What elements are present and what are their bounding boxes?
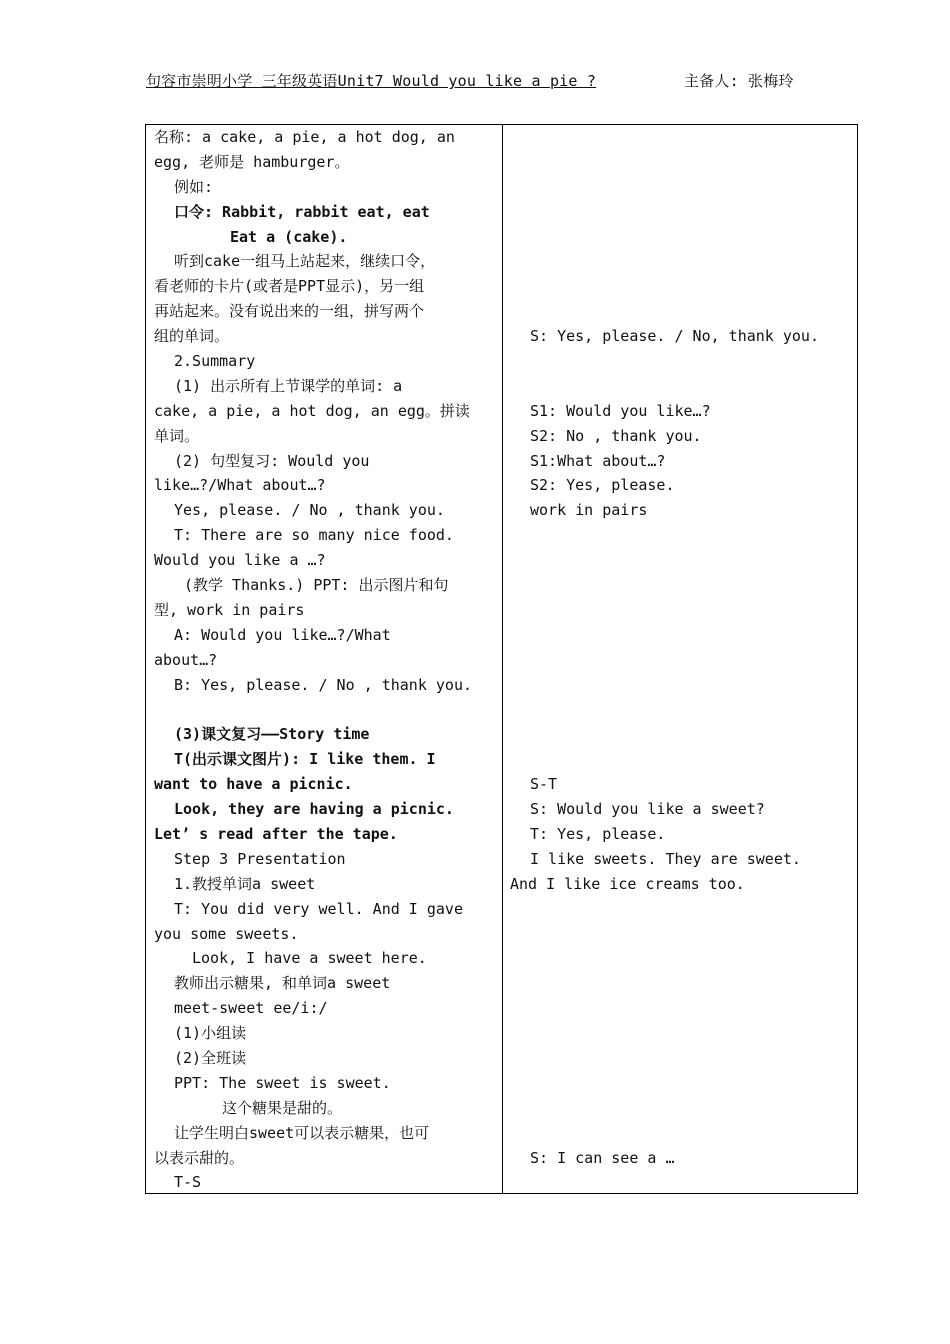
- teacher-activity-line: [154, 697, 494, 722]
- student-activity-line: [510, 249, 850, 274]
- student-activity-line: [510, 623, 850, 648]
- teacher-activity-line: PPT: The sweet is sweet.: [174, 1073, 391, 1092]
- student-activity-line: [510, 274, 850, 299]
- teacher-activity-line: T-S: [174, 1173, 202, 1192]
- student-activity-line: S: Yes, please. / No, thank you.: [530, 327, 819, 346]
- teacher-activity-line: Let’ s read after the tape.: [154, 824, 398, 843]
- student-activity-line: And I like ice creams too.: [510, 874, 745, 893]
- student-activity-line: [510, 349, 850, 374]
- student-activity-line: [510, 200, 850, 225]
- teacher-activity-line: 组的单词。: [154, 327, 230, 346]
- teacher-activity-line: (2)全班读: [174, 1048, 247, 1067]
- teacher-activity-line: (3)课文复习——Story time: [174, 725, 370, 744]
- student-activity-line: [510, 1021, 850, 1046]
- student-activity-line: [510, 722, 850, 747]
- header-title: 句容市崇明小学 三年级英语Unit7 Would you like a pie ?: [146, 72, 597, 90]
- teacher-activity-line: 教师出示糖果, 和单词a sweet: [174, 974, 391, 993]
- teacher-activity-line: 型, work in pairs: [154, 600, 305, 619]
- student-activity-line: work in pairs: [530, 501, 648, 520]
- student-activity-line: I like sweets. They are sweet.: [530, 849, 801, 868]
- teacher-activity-line: 再站起来。没有说出来的一组，拼写两个: [154, 302, 425, 321]
- header-author: 主备人: 张梅玲: [684, 72, 794, 90]
- teacher-activity-line: egg, 老师是 hamburger。: [154, 152, 350, 171]
- student-activity-line: [510, 996, 850, 1021]
- teacher-activity-line: T(出示课文图片): I like them. I: [174, 750, 436, 769]
- teacher-activity-line: Yes, please. / No , thank you.: [174, 501, 445, 520]
- teacher-activity-line: B: Yes, please. / No , thank you.: [174, 675, 473, 694]
- teacher-activity-line: Would you like a …?: [154, 551, 326, 570]
- teacher-activity-line: cake, a pie, a hot dog, an egg。拼读: [154, 401, 470, 420]
- student-activity-line: [510, 523, 850, 548]
- teacher-activity-line: 听到cake一组马上站起来，继续口令，: [174, 252, 436, 271]
- student-activity-line: S: Would you like a sweet?: [530, 800, 765, 819]
- student-activity-line: [510, 946, 850, 971]
- teacher-activity-line: (2) 句型复习: Would you: [174, 451, 370, 470]
- teacher-activity-line: 例如:: [174, 177, 214, 196]
- student-activity-line: [510, 1071, 850, 1096]
- teacher-activity-line: 1.教授单词a sweet: [174, 874, 316, 893]
- student-activity-line: [510, 299, 850, 324]
- student-activity-line: [510, 971, 850, 996]
- teacher-activity-line: 让学生明白sweet可以表示糖果，也可: [174, 1123, 430, 1142]
- student-activity-line: [510, 922, 850, 947]
- student-activity-column: [510, 125, 850, 1170]
- lesson-table: [145, 124, 858, 1194]
- teacher-activity-line: (1) 出示所有上节课学的单词: a: [174, 376, 403, 395]
- student-activity-line: [510, 150, 850, 175]
- teacher-activity-line: Step 3 Presentation: [174, 849, 346, 868]
- student-activity-line: [510, 548, 850, 573]
- student-activity-line: [510, 747, 850, 772]
- student-activity-line: T: Yes, please.: [530, 824, 666, 843]
- teacher-activity-line: 看老师的卡片(或者是PPT显示)，另一组: [154, 277, 425, 296]
- student-activity-line: [510, 1121, 850, 1146]
- student-activity-line: [510, 225, 850, 250]
- student-activity-line: [510, 598, 850, 623]
- student-activity-line: [510, 573, 850, 598]
- teacher-activity-line: 单词。: [154, 426, 200, 445]
- teacher-activity-line: T: You did very well. And I gave: [174, 899, 463, 918]
- teacher-activity-line: Eat a (cake).: [230, 227, 348, 246]
- teacher-activity-line: 以表示甜的。: [154, 1148, 245, 1167]
- teacher-activity-line: (教学 Thanks.) PPT: 出示图片和句: [184, 576, 449, 595]
- teacher-activity-column: [154, 125, 494, 1195]
- student-activity-line: [510, 673, 850, 698]
- teacher-activity-line: Look, they are having a picnic.: [174, 800, 454, 819]
- student-activity-line: S: I can see a …: [530, 1148, 675, 1167]
- student-activity-line: [510, 648, 850, 673]
- student-activity-line: [510, 697, 850, 722]
- teacher-activity-line: want to have a picnic.: [154, 775, 353, 794]
- student-activity-line: [510, 1096, 850, 1121]
- teacher-activity-line: 名称: a cake, a pie, a hot dog, an: [154, 128, 455, 146]
- teacher-activity-line: (1)小组读: [174, 1024, 247, 1043]
- page-header: [146, 70, 801, 91]
- teacher-activity-line: 口令: Rabbit, rabbit eat, eat: [174, 202, 430, 221]
- teacher-activity-line: 2.Summary: [174, 352, 256, 371]
- teacher-activity-line: T: There are so many nice food.: [174, 526, 454, 545]
- student-activity-line: [510, 897, 850, 922]
- student-activity-line: [510, 374, 850, 399]
- teacher-activity-line: about…?: [154, 650, 218, 669]
- teacher-activity-line: Look, I have a sweet here.: [192, 949, 427, 968]
- student-activity-line: S1:What about…?: [530, 451, 666, 470]
- teacher-activity-line: you some sweets.: [154, 924, 299, 943]
- student-activity-line: S2: Yes, please.: [530, 476, 675, 495]
- student-activity-line: S2: No , thank you.: [530, 426, 702, 445]
- teacher-activity-line: 这个糖果是甜的。: [222, 1098, 343, 1117]
- student-activity-line: [510, 1046, 850, 1071]
- column-divider: [502, 125, 503, 1193]
- teacher-activity-line: A: Would you like…?/What: [174, 625, 391, 644]
- teacher-activity-line: meet-sweet ee/i:/: [174, 999, 328, 1018]
- teacher-activity-line: like…?/What about…?: [154, 476, 326, 495]
- student-activity-line: S1: Would you like…?: [530, 401, 711, 420]
- student-activity-line: [510, 125, 850, 150]
- student-activity-line: S-T: [530, 775, 558, 794]
- student-activity-line: [510, 175, 850, 200]
